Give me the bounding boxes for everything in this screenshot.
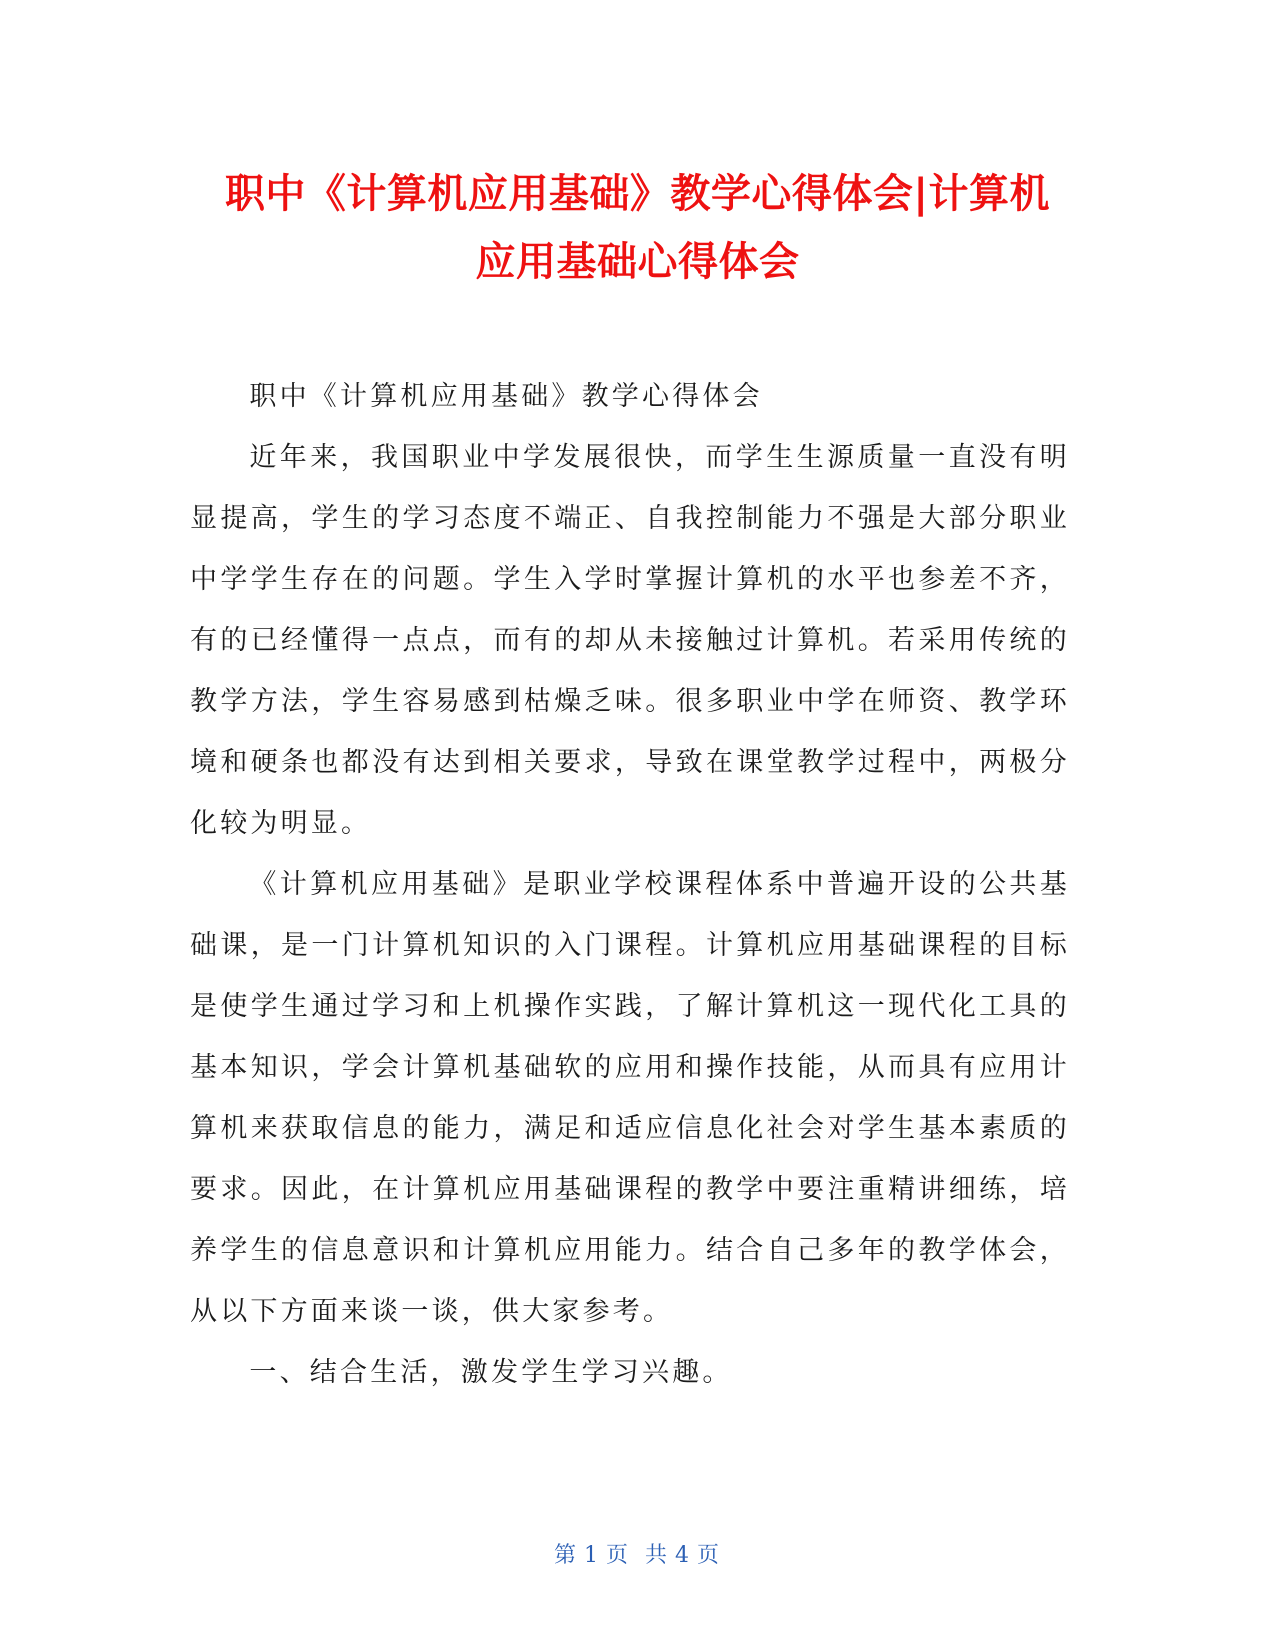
title-line-1: 职中《计算机应用基础》教学心得体会|计算机 <box>224 171 1051 217</box>
paragraph-subtitle: 职中《计算机应用基础》教学心得体会 <box>249 381 763 412</box>
footer-total-pages: 4 <box>675 1543 691 1568</box>
paragraph-intro: 近年来，我国职业中学发展很快，而学生生源质量一直没有明显提高，学生的学习态度不端正、自我控制能力不强是大部分职业中学学生存在的问题。学生入学时掌握计算机的水平也参差不齐，有的已经懂得一点点，而有的却从未接触过计算机。若采用传统的教学方法，学生容易感到枯燥乏味。很多职业中学在师资、教学环境和硬条也都没有达到相关要求，导致在课堂教学过程中，两极分化较为明显。 <box>190 442 1070 839</box>
footer-suffix: 页 <box>697 1543 722 1568</box>
title-line-2: 应用基础心得体会 <box>475 239 800 285</box>
page-footer <box>0 1538 1275 1569</box>
footer-middle: 页 共 <box>606 1543 669 1568</box>
document-title <box>170 160 1105 296</box>
paragraph-section-heading: 一、结合生活，激发学生学习兴趣。 <box>249 1357 733 1388</box>
document-body <box>190 366 1070 1403</box>
paragraph-course: 《计算机应用基础》是职业学校课程体系中普遍开设的公共基础课，是一门计算机知识的入门课程。计算机应用基础课程的目标是使学生通过学习和上机操作实践，了解计算机这一现代化工具的基本知识，学会计算机基础软的应用和操作技能，从而具有应用计算机来获取信息的能力，满足和适应信息化社会对学生基本素质的要求。因此，在计算机应用基础课程的教学中要注重精讲细练，培养学生的信息意识和计算机应用能力。结合自己多年的教学体会，从以下方面来谈一谈，供大家参考。 <box>190 869 1070 1327</box>
footer-current-page: 1 <box>584 1543 600 1568</box>
footer-prefix: 第 <box>553 1543 578 1568</box>
